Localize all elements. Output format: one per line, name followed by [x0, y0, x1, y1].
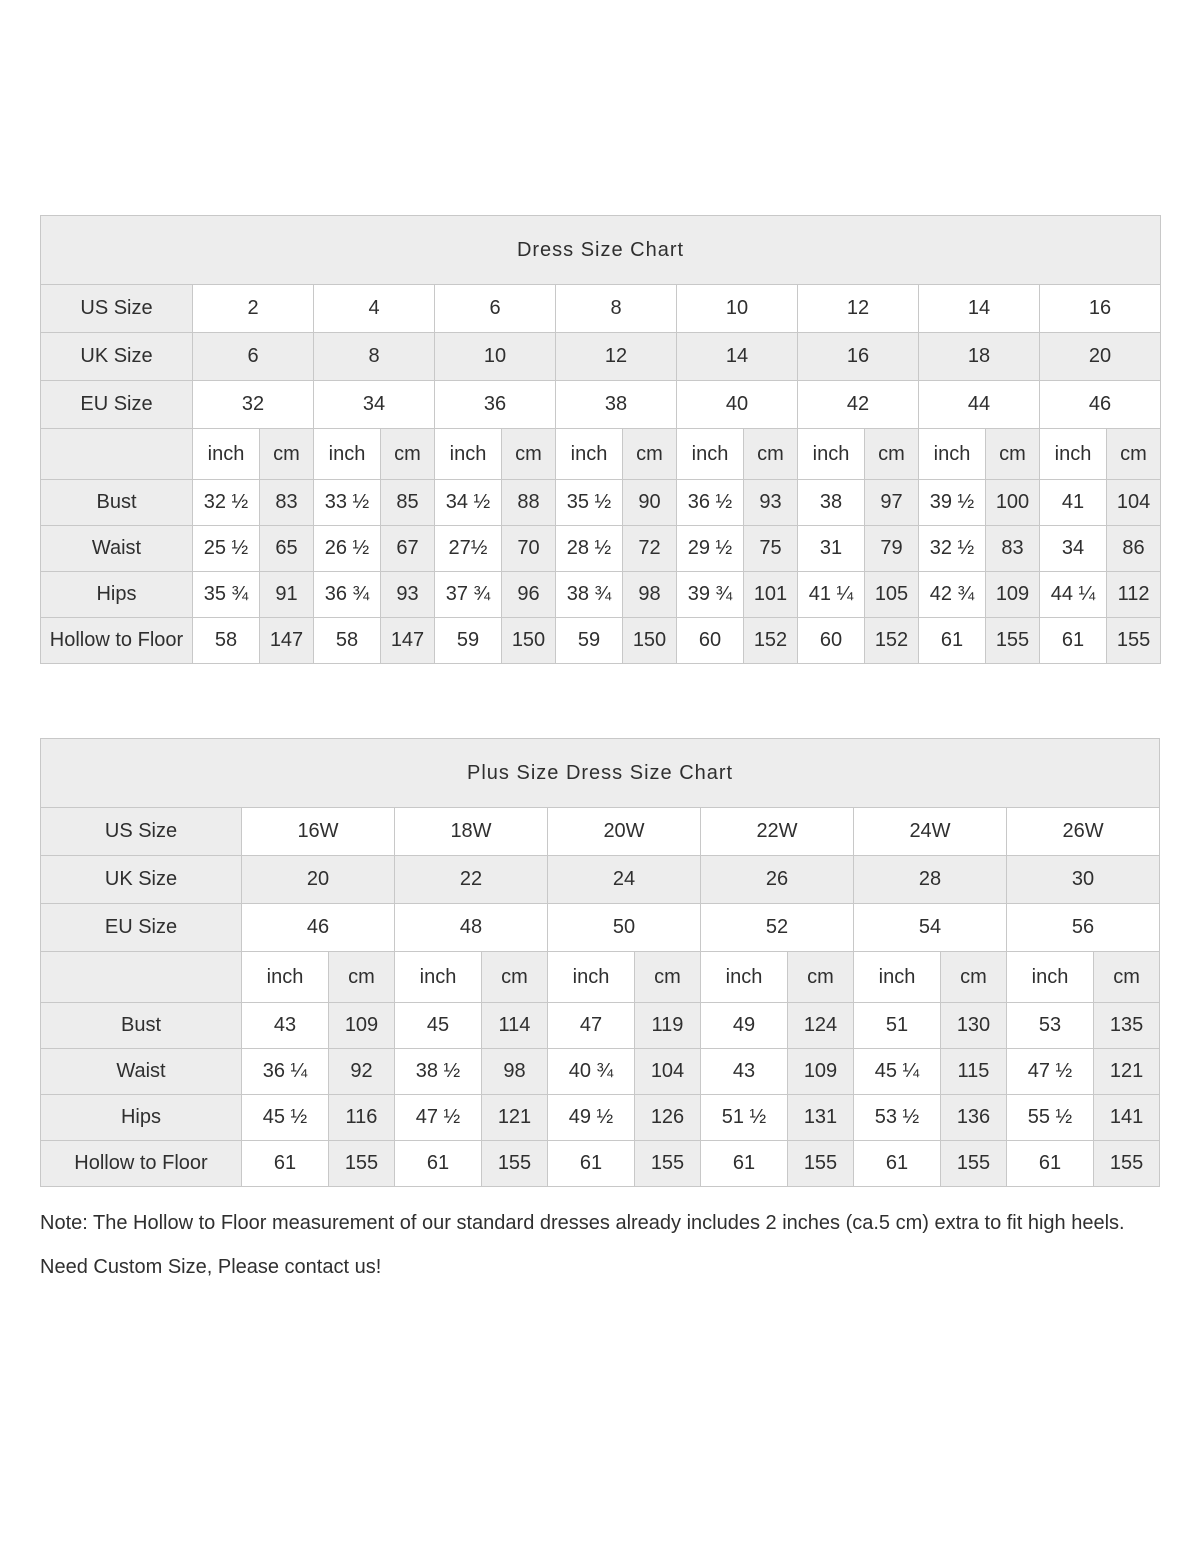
size-value-cell: 32	[193, 381, 314, 429]
measure-row	[41, 572, 1161, 618]
measure-cm-cell: 65	[260, 526, 314, 572]
size-value-cell: 18	[919, 333, 1040, 381]
size-row	[41, 381, 1161, 429]
unit-inch-cell: inch	[677, 429, 744, 480]
measure-inch-cell: 61	[919, 618, 986, 664]
measure-cm-cell: 155	[482, 1141, 548, 1187]
size-value-cell: 50	[548, 904, 701, 952]
unit-inch-cell: inch	[701, 952, 788, 1003]
chart-title: Dress Size Chart	[41, 216, 1161, 285]
measure-inch-cell: 61	[1007, 1141, 1094, 1187]
measure-label-cell: Bust	[41, 480, 193, 526]
size-value-cell: 26	[701, 856, 854, 904]
measure-cm-cell: 155	[941, 1141, 1007, 1187]
measure-inch-cell: 60	[798, 618, 865, 664]
unit-cm-cell: cm	[502, 429, 556, 480]
measure-inch-cell: 45 ¼	[854, 1049, 941, 1095]
unit-cm-cell: cm	[381, 429, 435, 480]
size-value-cell: 44	[919, 381, 1040, 429]
measure-cm-cell: 152	[744, 618, 798, 664]
measure-cm-cell: 104	[635, 1049, 701, 1095]
size-value-cell: 4	[314, 285, 435, 333]
measure-cm-cell: 150	[502, 618, 556, 664]
measure-inch-cell: 42 ¾	[919, 572, 986, 618]
measure-inch-cell: 27½	[435, 526, 502, 572]
unit-inch-cell: inch	[242, 952, 329, 1003]
measure-cm-cell: 121	[482, 1095, 548, 1141]
measure-inch-cell: 47	[548, 1003, 635, 1049]
measure-inch-cell: 47 ½	[1007, 1049, 1094, 1095]
measure-row	[41, 480, 1161, 526]
size-value-cell: 22	[395, 856, 548, 904]
measure-cm-cell: 96	[502, 572, 556, 618]
measure-cm-cell: 97	[865, 480, 919, 526]
measure-inch-cell: 34 ½	[435, 480, 502, 526]
measure-inch-cell: 36 ½	[677, 480, 744, 526]
size-value-cell: 48	[395, 904, 548, 952]
measure-cm-cell: 114	[482, 1003, 548, 1049]
size-value-cell: 12	[556, 333, 677, 381]
measure-row	[41, 526, 1161, 572]
measure-inch-cell: 47 ½	[395, 1095, 482, 1141]
measure-label-cell: Bust	[41, 1003, 242, 1049]
measure-row	[41, 618, 1161, 664]
size-value-cell: 16W	[242, 808, 395, 856]
measure-cm-cell: 155	[986, 618, 1040, 664]
measure-inch-cell: 38 ¾	[556, 572, 623, 618]
measure-cm-cell: 83	[260, 480, 314, 526]
measure-inch-cell: 58	[193, 618, 260, 664]
measure-row	[41, 1003, 1160, 1049]
measure-inch-cell: 61	[854, 1141, 941, 1187]
measure-inch-cell: 38 ½	[395, 1049, 482, 1095]
measure-cm-cell: 72	[623, 526, 677, 572]
size-value-cell: 40	[677, 381, 798, 429]
measure-inch-cell: 29 ½	[677, 526, 744, 572]
measure-cm-cell: 79	[865, 526, 919, 572]
measure-inch-cell: 41 ¼	[798, 572, 865, 618]
measure-inch-cell: 51 ½	[701, 1095, 788, 1141]
measure-inch-cell: 44 ¼	[1040, 572, 1107, 618]
measure-cm-cell: 75	[744, 526, 798, 572]
size-value-cell: 6	[193, 333, 314, 381]
measure-cm-cell: 141	[1094, 1095, 1160, 1141]
chart-title-row	[41, 216, 1161, 285]
unit-inch-cell: inch	[854, 952, 941, 1003]
size-value-cell: 8	[556, 285, 677, 333]
size-value-cell: 24W	[854, 808, 1007, 856]
measure-cm-cell: 91	[260, 572, 314, 618]
unit-inch-cell: inch	[556, 429, 623, 480]
measure-inch-cell: 34	[1040, 526, 1107, 572]
size-value-cell: 10	[677, 285, 798, 333]
size-label-cell: US Size	[41, 285, 193, 333]
measure-cm-cell: 104	[1107, 480, 1161, 526]
note-line-1: Note: The Hollow to Floor measurement of our standard dresses already includes 2 inches (ca.5 cm) extra to fit high heels.	[40, 1212, 1125, 1234]
measure-cm-cell: 155	[635, 1141, 701, 1187]
measure-label-cell: Hips	[41, 1095, 242, 1141]
measure-cm-cell: 121	[1094, 1049, 1160, 1095]
measure-inch-cell: 38	[798, 480, 865, 526]
measure-cm-cell: 88	[502, 480, 556, 526]
measure-cm-cell: 116	[329, 1095, 395, 1141]
size-value-cell: 26W	[1007, 808, 1160, 856]
measure-inch-cell: 40 ¾	[548, 1049, 635, 1095]
measure-inch-cell: 32 ½	[193, 480, 260, 526]
measure-label-cell: Hollow to Floor	[41, 1141, 242, 1187]
measure-inch-cell: 60	[677, 618, 744, 664]
measure-cm-cell: 130	[941, 1003, 1007, 1049]
size-value-cell: 46	[242, 904, 395, 952]
unit-inch-cell: inch	[435, 429, 502, 480]
measure-cm-cell: 155	[1107, 618, 1161, 664]
measure-cm-cell: 126	[635, 1095, 701, 1141]
unit-inch-cell: inch	[919, 429, 986, 480]
size-value-cell: 10	[435, 333, 556, 381]
size-label-cell: EU Size	[41, 904, 242, 952]
measure-cm-cell: 109	[986, 572, 1040, 618]
measure-inch-cell: 61	[395, 1141, 482, 1187]
size-value-cell: 46	[1040, 381, 1161, 429]
measure-inch-cell: 53	[1007, 1003, 1094, 1049]
measure-cm-cell: 100	[986, 480, 1040, 526]
measure-inch-cell: 35 ¾	[193, 572, 260, 618]
size-value-cell: 20	[1040, 333, 1161, 381]
unit-cm-cell: cm	[329, 952, 395, 1003]
unit-cm-cell: cm	[482, 952, 548, 1003]
unit-blank-cell	[41, 952, 242, 1003]
measure-inch-cell: 37 ¾	[435, 572, 502, 618]
measure-cm-cell: 83	[986, 526, 1040, 572]
measure-cm-cell: 124	[788, 1003, 854, 1049]
measure-label-cell: Waist	[41, 1049, 242, 1095]
size-value-cell: 28	[854, 856, 1007, 904]
unit-cm-cell: cm	[941, 952, 1007, 1003]
unit-inch-cell: inch	[314, 429, 381, 480]
measure-inch-cell: 61	[1040, 618, 1107, 664]
measure-inch-cell: 31	[798, 526, 865, 572]
measure-inch-cell: 45 ½	[242, 1095, 329, 1141]
unit-inch-cell: inch	[1040, 429, 1107, 480]
size-value-cell: 36	[435, 381, 556, 429]
measure-cm-cell: 101	[744, 572, 798, 618]
note	[40, 1201, 1160, 1289]
measure-cm-cell: 155	[788, 1141, 854, 1187]
measure-cm-cell: 119	[635, 1003, 701, 1049]
unit-header-row	[41, 952, 1160, 1003]
note-line-2: Need Custom Size, Please contact us!	[40, 1256, 382, 1278]
size-value-cell: 42	[798, 381, 919, 429]
measure-inch-cell: 43	[701, 1049, 788, 1095]
measure-inch-cell: 61	[548, 1141, 635, 1187]
unit-cm-cell: cm	[635, 952, 701, 1003]
unit-cm-cell: cm	[744, 429, 798, 480]
size-row	[41, 285, 1161, 333]
measure-cm-cell: 67	[381, 526, 435, 572]
size-value-cell: 2	[193, 285, 314, 333]
measure-cm-cell: 93	[381, 572, 435, 618]
measure-inch-cell: 35 ½	[556, 480, 623, 526]
size-value-cell: 52	[701, 904, 854, 952]
plus-table-body	[41, 739, 1160, 1187]
measure-cm-cell: 85	[381, 480, 435, 526]
unit-header-row	[41, 429, 1161, 480]
unit-inch-cell: inch	[395, 952, 482, 1003]
unit-blank-cell	[41, 429, 193, 480]
measure-inch-cell: 49 ½	[548, 1095, 635, 1141]
measure-cm-cell: 109	[788, 1049, 854, 1095]
size-label-cell: UK Size	[41, 856, 242, 904]
measure-inch-cell: 53 ½	[854, 1095, 941, 1141]
measure-inch-cell: 28 ½	[556, 526, 623, 572]
size-value-cell: 56	[1007, 904, 1160, 952]
measure-inch-cell: 36 ¾	[314, 572, 381, 618]
standard-dress-size-chart-table	[40, 215, 1161, 664]
measure-cm-cell: 147	[260, 618, 314, 664]
size-label-cell: UK Size	[41, 333, 193, 381]
size-value-cell: 6	[435, 285, 556, 333]
unit-cm-cell: cm	[788, 952, 854, 1003]
unit-cm-cell: cm	[986, 429, 1040, 480]
unit-inch-cell: inch	[1007, 952, 1094, 1003]
unit-inch-cell: inch	[548, 952, 635, 1003]
measure-cm-cell: 90	[623, 480, 677, 526]
measure-inch-cell: 43	[242, 1003, 329, 1049]
size-value-cell: 18W	[395, 808, 548, 856]
measure-inch-cell: 25 ½	[193, 526, 260, 572]
measure-cm-cell: 105	[865, 572, 919, 618]
size-value-cell: 12	[798, 285, 919, 333]
measure-cm-cell: 147	[381, 618, 435, 664]
measure-inch-cell: 61	[701, 1141, 788, 1187]
measure-row	[41, 1095, 1160, 1141]
size-value-cell: 14	[677, 333, 798, 381]
measure-inch-cell: 39 ½	[919, 480, 986, 526]
measure-row	[41, 1141, 1160, 1187]
measure-cm-cell: 136	[941, 1095, 1007, 1141]
measure-inch-cell: 58	[314, 618, 381, 664]
measure-cm-cell: 131	[788, 1095, 854, 1141]
measure-inch-cell: 41	[1040, 480, 1107, 526]
size-row	[41, 904, 1160, 952]
measure-inch-cell: 32 ½	[919, 526, 986, 572]
size-value-cell: 30	[1007, 856, 1160, 904]
measure-cm-cell: 135	[1094, 1003, 1160, 1049]
unit-cm-cell: cm	[865, 429, 919, 480]
unit-inch-cell: inch	[798, 429, 865, 480]
measure-cm-cell: 109	[329, 1003, 395, 1049]
measure-label-cell: Hips	[41, 572, 193, 618]
standard-table-body	[41, 216, 1161, 664]
unit-cm-cell: cm	[260, 429, 314, 480]
unit-cm-cell: cm	[1094, 952, 1160, 1003]
measure-row	[41, 1049, 1160, 1095]
chart-title: Plus Size Dress Size Chart	[41, 739, 1160, 808]
measure-inch-cell: 39 ¾	[677, 572, 744, 618]
size-row	[41, 856, 1160, 904]
size-value-cell: 16	[1040, 285, 1161, 333]
size-label-cell: US Size	[41, 808, 242, 856]
measure-label-cell: Waist	[41, 526, 193, 572]
unit-cm-cell: cm	[1107, 429, 1161, 480]
size-value-cell: 8	[314, 333, 435, 381]
measure-inch-cell: 45	[395, 1003, 482, 1049]
size-label-cell: EU Size	[41, 381, 193, 429]
measure-cm-cell: 70	[502, 526, 556, 572]
size-value-cell: 38	[556, 381, 677, 429]
measure-inch-cell: 59	[435, 618, 502, 664]
measure-inch-cell: 49	[701, 1003, 788, 1049]
measure-cm-cell: 155	[329, 1141, 395, 1187]
measure-cm-cell: 93	[744, 480, 798, 526]
chart-title-row	[41, 739, 1160, 808]
size-value-cell: 22W	[701, 808, 854, 856]
size-value-cell: 54	[854, 904, 1007, 952]
measure-inch-cell: 26 ½	[314, 526, 381, 572]
measure-cm-cell: 115	[941, 1049, 1007, 1095]
unit-inch-cell: inch	[193, 429, 260, 480]
measure-cm-cell: 112	[1107, 572, 1161, 618]
measure-cm-cell: 92	[329, 1049, 395, 1095]
size-value-cell: 20W	[548, 808, 701, 856]
size-row	[41, 808, 1160, 856]
size-value-cell: 34	[314, 381, 435, 429]
measure-cm-cell: 152	[865, 618, 919, 664]
measure-inch-cell: 36 ¼	[242, 1049, 329, 1095]
measure-cm-cell: 150	[623, 618, 677, 664]
measure-inch-cell: 51	[854, 1003, 941, 1049]
size-value-cell: 14	[919, 285, 1040, 333]
measure-inch-cell: 33 ½	[314, 480, 381, 526]
size-row	[41, 333, 1161, 381]
measure-inch-cell: 61	[242, 1141, 329, 1187]
plus-size-dress-size-chart-table	[40, 738, 1160, 1187]
size-value-cell: 16	[798, 333, 919, 381]
measure-cm-cell: 155	[1094, 1141, 1160, 1187]
measure-inch-cell: 59	[556, 618, 623, 664]
size-value-cell: 24	[548, 856, 701, 904]
measure-cm-cell: 98	[482, 1049, 548, 1095]
size-value-cell: 20	[242, 856, 395, 904]
unit-cm-cell: cm	[623, 429, 677, 480]
measure-label-cell: Hollow to Floor	[41, 618, 193, 664]
measure-cm-cell: 86	[1107, 526, 1161, 572]
measure-inch-cell: 55 ½	[1007, 1095, 1094, 1141]
measure-cm-cell: 98	[623, 572, 677, 618]
